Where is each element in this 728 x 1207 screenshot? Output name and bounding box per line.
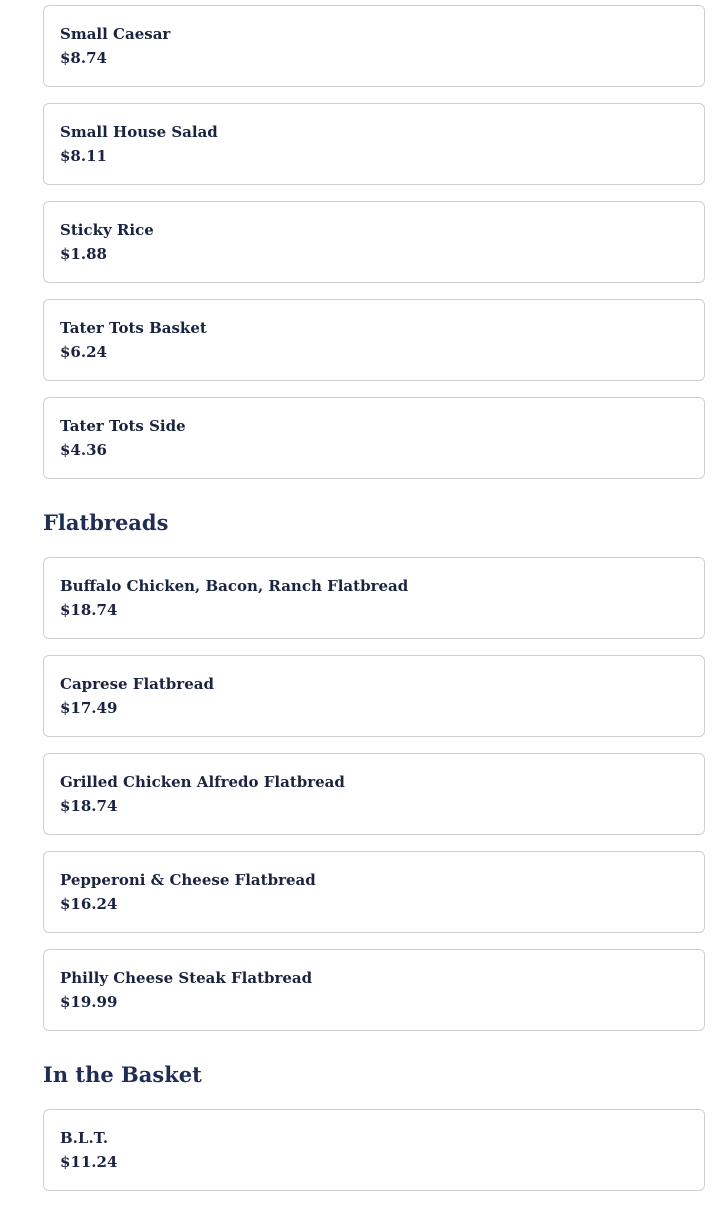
menu-item-name: Tater Tots Basket <box>60 319 207 337</box>
section-heading-wrap <box>43 1049 705 1109</box>
menu-item-name: Small House Salad <box>60 123 218 141</box>
menu-section-in-the-basket <box>43 1049 705 1191</box>
menu-item-card[interactable] <box>43 949 705 1031</box>
menu-item-name: Philly Cheese Steak Flatbread <box>60 969 313 987</box>
menu-item-card[interactable] <box>43 851 705 933</box>
menu-item-price: $6.24 <box>60 343 107 361</box>
section-heading: Flatbreads <box>43 510 169 535</box>
menu-item-card[interactable] <box>43 201 705 283</box>
menu-item-name: B.L.T. <box>60 1129 109 1147</box>
menu-item-price: $18.74 <box>60 797 118 815</box>
menu-item-price: $1.88 <box>60 245 107 263</box>
menu-item-name: Pepperoni & Cheese Flatbread <box>60 871 316 889</box>
menu-item-name: Small Caesar <box>60 25 171 43</box>
menu-item-price: $18.74 <box>60 601 118 619</box>
menu-item-name: Tater Tots Side <box>60 417 186 435</box>
menu-item-price: $16.24 <box>60 895 118 913</box>
menu-list <box>43 5 705 1207</box>
menu-item-price: $11.24 <box>60 1153 118 1171</box>
menu-item-price: $17.49 <box>60 699 118 717</box>
menu-item-name: Sticky Rice <box>60 221 154 239</box>
menu-item-card[interactable] <box>43 1109 705 1191</box>
section-heading-wrap <box>43 497 705 557</box>
section-heading: In the Basket <box>43 1062 202 1087</box>
menu-item-name: Grilled Chicken Alfredo Flatbread <box>60 773 345 791</box>
menu-item-price: $8.74 <box>60 49 107 67</box>
menu-section <box>43 5 705 479</box>
menu-item-card[interactable] <box>43 299 705 381</box>
menu-item-card[interactable] <box>43 397 705 479</box>
menu-section-flatbreads <box>43 497 705 1031</box>
menu-item-name: Buffalo Chicken, Bacon, Ranch Flatbread <box>60 577 409 595</box>
menu-item-price: $4.36 <box>60 441 107 459</box>
menu-item-card[interactable] <box>43 753 705 835</box>
menu-item-price: $19.99 <box>60 993 118 1011</box>
menu-item-name: Caprese Flatbread <box>60 675 214 693</box>
menu-item-card[interactable] <box>43 655 705 737</box>
menu-item-card[interactable] <box>43 557 705 639</box>
menu-item-price: $8.11 <box>60 147 107 165</box>
menu-item-card[interactable] <box>43 5 705 87</box>
menu-item-card[interactable] <box>43 103 705 185</box>
